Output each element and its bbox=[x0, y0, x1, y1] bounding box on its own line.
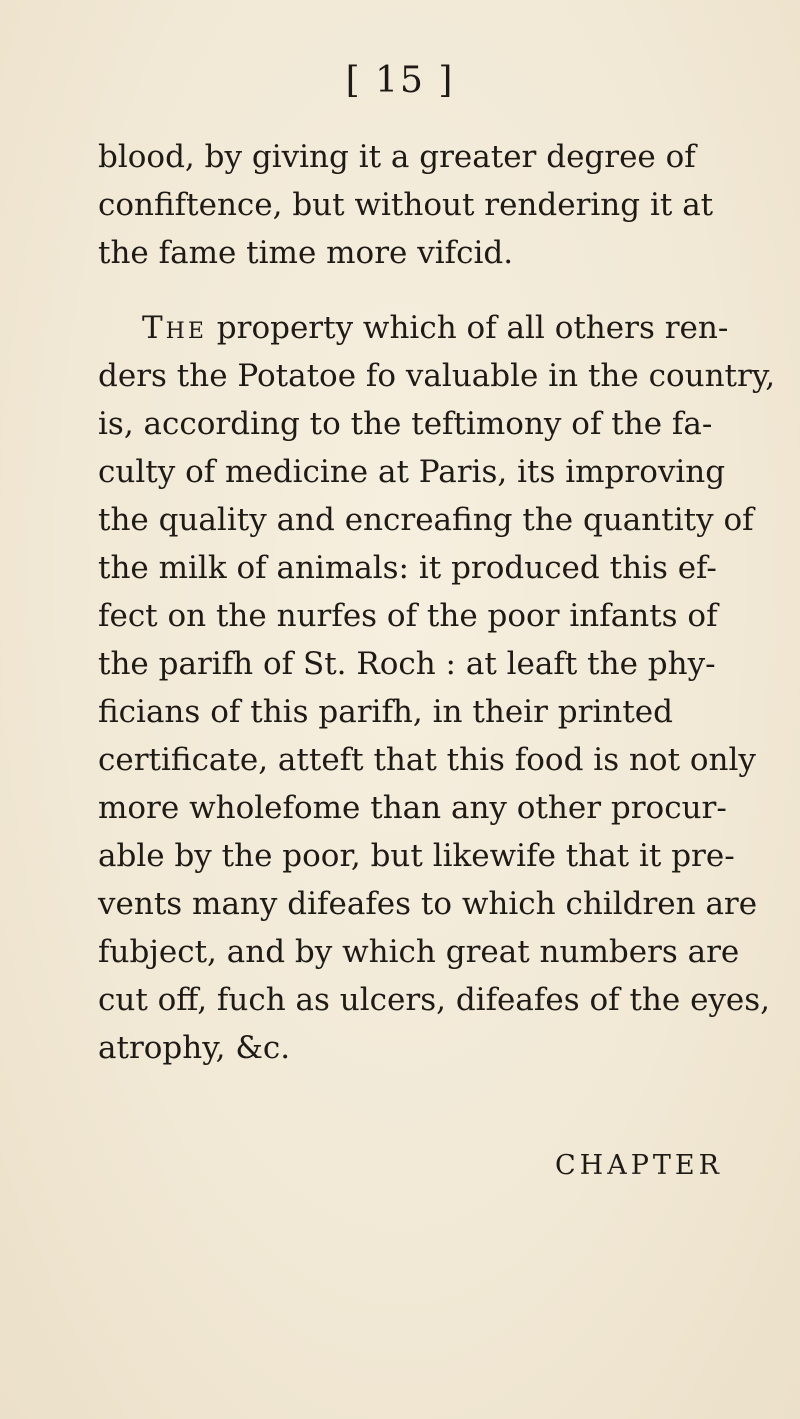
text-line: is, according to the teftimony of the fa- bbox=[98, 406, 713, 442]
page-number-header: [ 15 ] bbox=[345, 60, 455, 101]
text-line: atrophy, &c. bbox=[98, 1030, 291, 1066]
text-line: the milk of animals: it produced this ef- bbox=[98, 550, 717, 586]
text-line-rest: property which of all others ren- bbox=[206, 310, 729, 346]
text-line: able by the poor, but likewife that it pre- bbox=[98, 838, 735, 874]
text-line: the fame time more vifcid. bbox=[98, 235, 514, 271]
catchword: CHAPTER bbox=[555, 1150, 723, 1181]
text-line: cut off, fuch as ulcers, difeafes of the eyes, bbox=[98, 982, 771, 1018]
text-line: fubject, and by which great numbers are bbox=[98, 934, 740, 970]
paragraph-opening-word: The bbox=[142, 310, 207, 346]
text-line: the parifh of St. Roch : at leaft the phy- bbox=[98, 646, 716, 682]
text-line: certificate, atteft that this food is not only bbox=[98, 742, 756, 778]
text-line: the quality and encreafing the quantity of bbox=[98, 502, 754, 538]
text-line: more wholefome than any other procur- bbox=[98, 790, 727, 826]
text-line-first bbox=[98, 304, 729, 352]
text-line: fect on the nurfes of the poor infants of bbox=[98, 598, 718, 634]
text-line: blood, by giving it a greater degree of bbox=[98, 139, 696, 175]
text-line: culty of medicine at Paris, its improving bbox=[98, 454, 726, 490]
text-line: ders the Potatoe fo valuable in the country, bbox=[98, 358, 776, 394]
text-line: confiftence, but without rendering it at bbox=[98, 187, 714, 223]
paragraph-continuation bbox=[98, 133, 714, 277]
paragraph-potatoe-property bbox=[98, 304, 776, 1072]
text-line: vents many difeafes to which children are bbox=[98, 886, 758, 922]
text-line: ficians of this parifh, in their printed bbox=[98, 694, 673, 730]
